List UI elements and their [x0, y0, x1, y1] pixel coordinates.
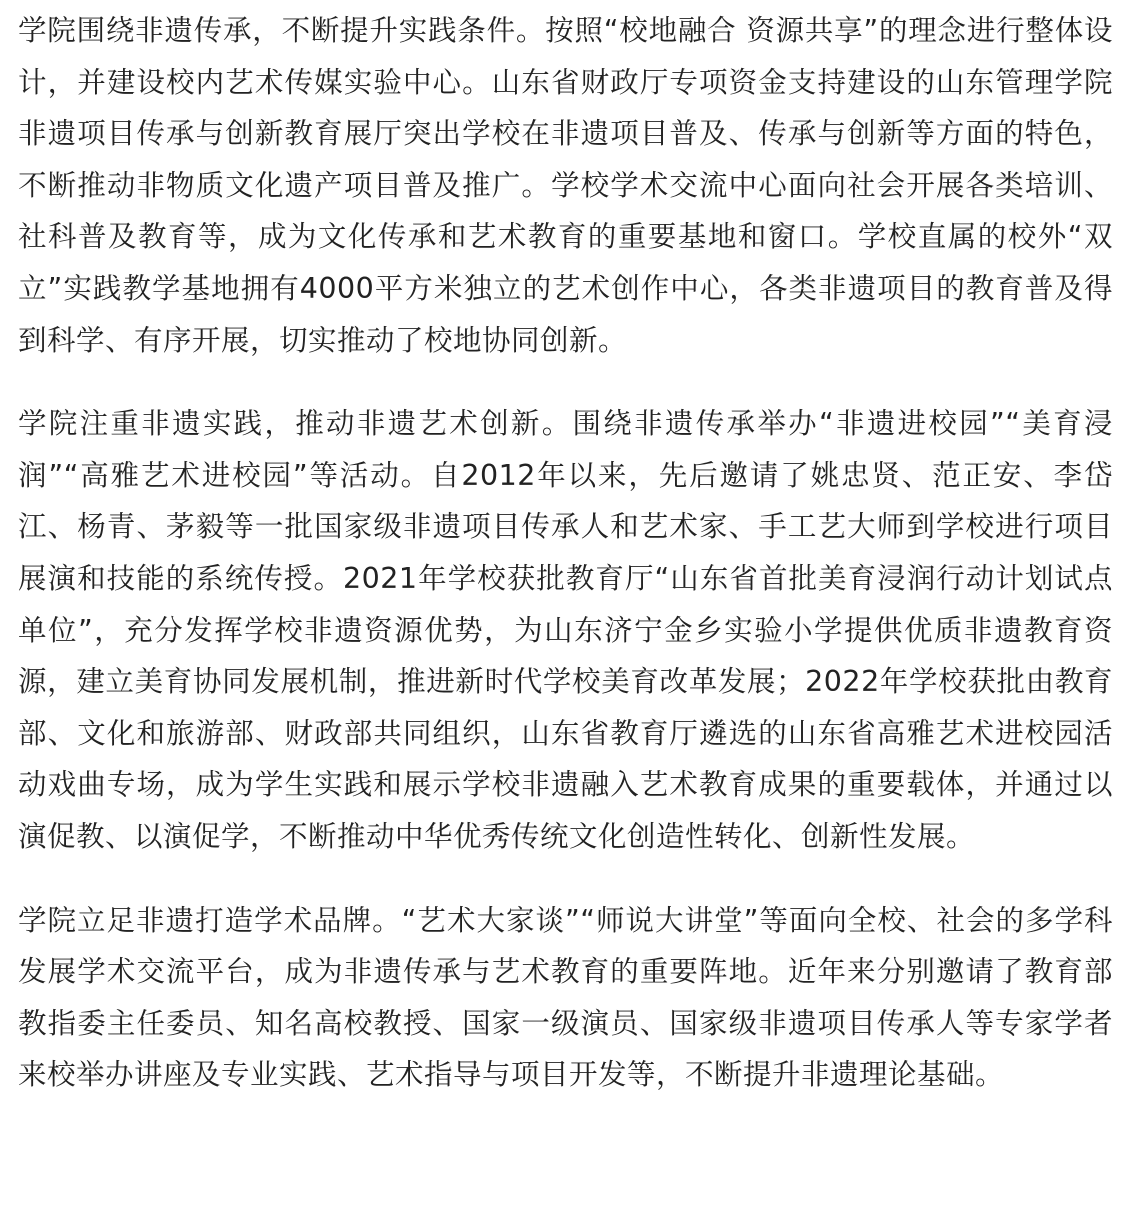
paragraph-art-innovation: 学院注重非遗实践，推动非遗艺术创新。围绕非遗传承举办“非遗进校园”“美育浸润”“高雅艺术进校园”等活动。自2012年以来，先后邀请了姚忠贤、范正安、李岱江、杨青、茅毅等一批国家级非遗项目传承人和艺术家、手工艺大师到学校进行项目展演和技能的系统传授。2021年学校获批教育厅“山东省首批美育浸润行动计划试点单位”，充分发挥学校非遗资源优势，为山东济宁金乡实验小学提供优质非遗教育资源，建立美育协同发展机制，推进新时代学校美育改革发展；2022年学校获批由教育部、文化和旅游部、财政部共同组织，山东省教育厅遴选的山东省高雅艺术进校园活动戏曲专场，成为学生实践和展示学校非遗融入艺术教育成果的重要载体，并通过以演促教、以演促学，不断推动中华优秀传统文化创造性转化、创新性发展。 [18, 407, 1113, 853]
paragraph-academic-brand: 学院立足非遗打造学术品牌。“艺术大家谈”“师说大讲堂”等面向全校、社会的多学科发展学术交流平台，成为非遗传承与艺术教育的重要阵地。近年来分别邀请了教育部教指委主任委员、知名高校教授、国家一级演员、国家级非遗项目传承人等专家学者来校举办讲座及专业实践、艺术指导与项目开发等，不断提升非遗理论基础。 [18, 903, 1113, 1092]
paragraph-practice-conditions: 学院围绕非遗传承，不断提升实践条件。按照“校地融合 资源共享”的理念进行整体设计，并建设校内艺术传媒实验中心。山东省财政厅专项资金支持建设的山东管理学院非遗项目传承与创新教育展厅突出学校在非遗项目普及、传承与创新等方面的特色，不断推动非物质文化遗产项目普及推广。学校学术交流中心面向社会开展各类培训、社科普及教育等，成为文化传承和艺术教育的重要基地和窗口。学校直属的校外“双立”实践教学基地拥有4000平方米独立的艺术创作中心，各类非遗项目的教育普及得到科学、有序开展，切实推动了校地协同创新。 [18, 14, 1113, 357]
article-body [18, 5, 1113, 1101]
